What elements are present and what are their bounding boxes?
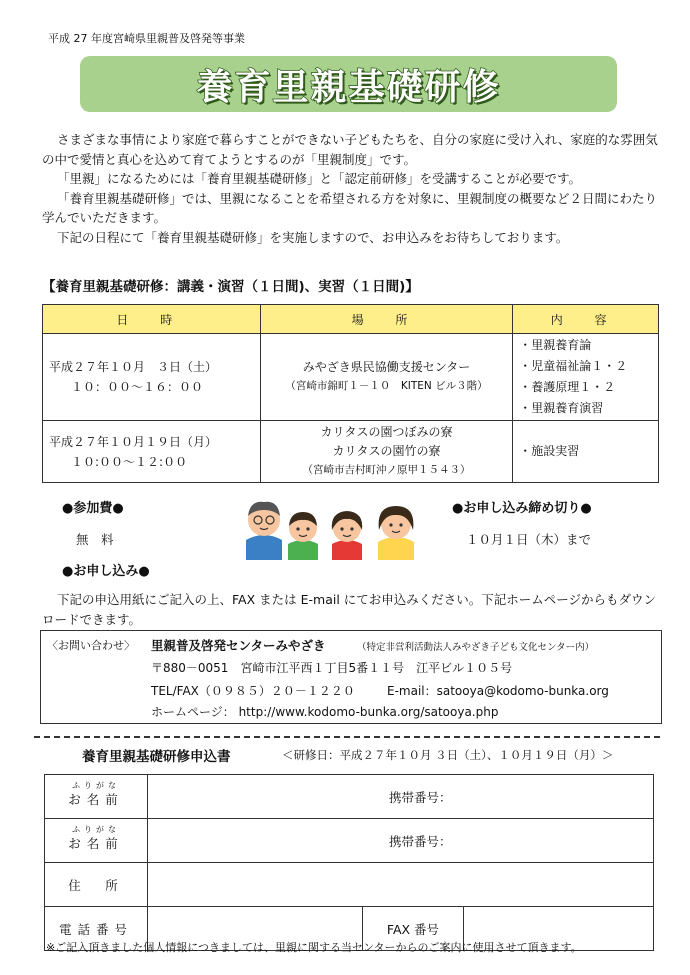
schedule-place: カリタスの園竹の寮 xyxy=(332,444,441,458)
schedule-row xyxy=(43,421,659,483)
fee-label: ●参加費● xyxy=(62,501,124,516)
contact-organization: 里親普及啓発センターみやざき xyxy=(151,638,326,653)
form-row xyxy=(45,775,654,819)
schedule-content-cell xyxy=(513,421,659,483)
form-title: 養育里親基礎研修申込書 xyxy=(82,749,231,765)
contact-address: 〒880－0051 宮崎市江平西１丁目5番１１号 江平ビル１０５号 xyxy=(151,661,513,675)
schedule-row xyxy=(43,334,659,421)
cut-line xyxy=(34,736,660,738)
mobile-label: 携帯番号： xyxy=(389,833,452,849)
form-row xyxy=(45,819,654,863)
schedule-datetime-cell xyxy=(43,334,261,421)
mobile-label: 携帯番号： xyxy=(389,789,452,805)
deadline-label: ●お申し込み締め切り● xyxy=(452,501,592,516)
contact-box xyxy=(40,630,662,724)
page-title: 養育里親基礎研修 xyxy=(196,66,501,108)
address-field[interactable] xyxy=(148,863,654,907)
privacy-note: ※ご記入頂きました個人情報につきましては、里親に関する当センターからのご案内に使用させて頂きます。 xyxy=(46,941,582,954)
schedule-datetime-cell xyxy=(43,421,261,483)
phone-label: 電話番号 xyxy=(45,907,148,951)
apply-paragraph: 下記の申込用紙にご記入の上、FAX または E-mail にてお申込みください。下記ホームページからもダウンロードできます。 xyxy=(42,592,657,627)
apply-label: ●お申し込み● xyxy=(62,564,150,579)
schedule-table xyxy=(42,304,659,483)
address-label: 住 所 xyxy=(45,863,148,907)
content-item: ・養護原理１・２ xyxy=(519,380,616,394)
schedule-address: （宮崎市吉村町沖ノ原甲１５４３） xyxy=(302,464,471,476)
girl-figure-icon xyxy=(332,511,362,560)
name-field[interactable] xyxy=(148,819,654,863)
header-content: 内 容 xyxy=(513,305,659,334)
intro-paragraph: 「里親」になるためには「養育里親基礎研修」と「認定前研修」を受講することが必要です。 xyxy=(57,171,582,186)
fee-value: 無 料 xyxy=(76,532,114,547)
name-label-cell xyxy=(45,775,148,819)
contact-phone: TEL/FAX（０９８５）２０－１２２０ xyxy=(151,684,355,698)
intro-paragraph: 「養育里親基礎研修」では、里親になることを希望される方を対象に、里親制度の概要など２日間にわたり学んでいただきます。 xyxy=(42,190,658,225)
schedule-place-cell xyxy=(260,334,513,421)
furigana-label: ふりがな xyxy=(72,781,120,790)
schedule-place: みやざき県民協働支援センター xyxy=(302,360,471,374)
title-banner xyxy=(80,56,617,112)
contact-email[interactable]: E-mail：satooya@kodomo-bunka.org xyxy=(387,684,609,698)
furigana-label: ふりがな xyxy=(72,825,120,834)
name-label-cell xyxy=(45,819,148,863)
name-field[interactable] xyxy=(148,775,654,819)
deadline-value: １０月１日（木）まで xyxy=(466,532,592,547)
form-dates: ＜研修日：平成２７年１０月 ３日（土）、１０月１９日（月）＞ xyxy=(282,748,614,762)
schedule-time: １０:００～１２:００ xyxy=(71,454,188,469)
schedule-time: １０：００～１６：００ xyxy=(71,380,204,394)
schedule-date: 平成２７年１０月 ３日（土） xyxy=(49,360,218,374)
fax-label: FAX 番号 xyxy=(363,907,464,951)
name-label: お名前 xyxy=(68,836,124,851)
header-place: 場 所 xyxy=(260,305,513,334)
header-datetime: 日 時 xyxy=(43,305,261,334)
schedule-content-cell xyxy=(513,334,659,421)
intro-text xyxy=(42,130,662,247)
schedule-address: （宮崎市錦町１－１０ KITEN ビル３階） xyxy=(285,380,488,392)
schedule-date: 平成２７年１０月１９日（月） xyxy=(49,434,218,449)
content-item: ・里親養育論 xyxy=(519,338,592,352)
application-form xyxy=(44,774,654,951)
form-row xyxy=(45,863,654,907)
content-item: ・施設実習 xyxy=(519,444,580,458)
child-figure-icon xyxy=(378,506,414,560)
apply-text xyxy=(42,590,662,629)
schedule-place: カリタスの園つぼみの寮 xyxy=(320,425,453,439)
schedule-heading: 【養育里親基礎研修：講義・演習（１日間)、実習（１日間)】 xyxy=(42,279,419,295)
content-item: ・児童福祉論１・２ xyxy=(519,359,628,373)
program-line: 平成 27 年度宮崎県里親普及啓発等事業 xyxy=(48,32,245,45)
children-illustration xyxy=(240,498,425,560)
schedule-place-cell xyxy=(260,421,513,483)
intro-paragraph: 下記の日程にて「養育里親基礎研修」を実施しますので、お申込みをお待ちしております。 xyxy=(57,229,569,245)
name-label: お名前 xyxy=(68,792,124,807)
inquiry-label: 〈お問い合わせ〉 xyxy=(47,639,135,652)
content-item: ・里親養育演習 xyxy=(519,401,604,415)
boy-figure-icon xyxy=(288,512,318,560)
intro-paragraph: さまざまな事情により家庭で暮らすことができない子どもたちを、自分の家庭に受け入れ、家庭的な雰囲気の中で愛情と真心を込めて育てようとするのが「里親制度」です。 xyxy=(42,132,658,167)
schedule-header-row xyxy=(43,305,659,334)
contact-organization-note: （特定非営利活動法人みやざき子ども文化センター内） xyxy=(357,642,595,653)
contact-website[interactable]: ホームページ： http://www.kodomo-bunka.org/satooya.php xyxy=(151,705,499,719)
adult-figure-icon xyxy=(246,502,282,560)
